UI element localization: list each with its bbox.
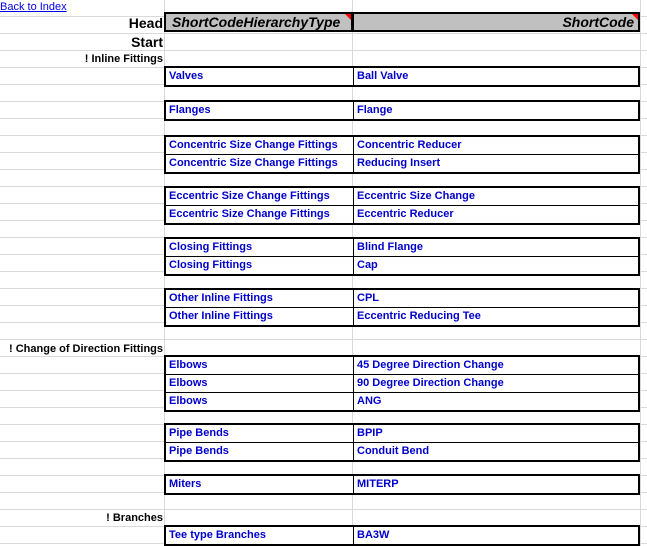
group-label-branches: ! Branches xyxy=(106,512,163,524)
table-row xyxy=(166,476,638,493)
fitting-block xyxy=(164,355,640,412)
cell-short-code[interactable]: ANG xyxy=(357,395,382,407)
group-label-change-of-direction: ! Change of Direction Fittings xyxy=(9,343,163,355)
fitting-block xyxy=(164,474,640,495)
cell-hierarchy-type[interactable]: Tee type Branches xyxy=(166,527,354,544)
back-to-index-link[interactable]: Back to Index xyxy=(0,1,67,13)
table-row xyxy=(166,239,638,256)
head-label: Head xyxy=(128,15,163,31)
fitting-block xyxy=(164,525,640,546)
grid-row-line xyxy=(0,339,647,340)
cell-short-code[interactable]: 90 Degree Direction Change xyxy=(357,377,504,389)
table-row xyxy=(166,425,638,442)
table-row xyxy=(166,137,638,154)
cell-hierarchy-type[interactable]: Eccentric Size Change Fittings xyxy=(166,206,354,223)
table-row xyxy=(166,154,638,172)
cell-hierarchy-type[interactable]: Elbows xyxy=(166,375,354,392)
cell-hierarchy-type[interactable]: Concentric Size Change Fittings xyxy=(166,137,354,154)
cell-short-code[interactable]: Blind Flange xyxy=(357,241,423,253)
table-row xyxy=(166,102,638,119)
cell-short-code[interactable]: MITERP xyxy=(357,478,399,490)
column-header-type[interactable] xyxy=(164,12,353,32)
cell-hierarchy-type[interactable]: Other Inline Fittings xyxy=(166,308,354,325)
cell-hierarchy-type[interactable]: Concentric Size Change Fittings xyxy=(166,155,354,172)
fitting-block xyxy=(164,100,640,121)
cell-short-code[interactable]: Flange xyxy=(357,104,393,116)
cell-short-code[interactable]: Cap xyxy=(357,259,378,271)
cell-hierarchy-type[interactable]: Closing Fittings xyxy=(166,257,354,274)
cell-hierarchy-type[interactable]: Miters xyxy=(166,476,354,493)
comment-indicator-icon xyxy=(345,14,351,20)
cell-hierarchy-type[interactable]: Other Inline Fittings xyxy=(166,290,354,307)
table-row xyxy=(166,442,638,460)
table-row xyxy=(166,290,638,307)
group-label-inline-fittings: ! Inline Fittings xyxy=(84,53,163,65)
start-label: Start xyxy=(131,34,163,50)
cell-hierarchy-type[interactable]: Pipe Bends xyxy=(166,425,354,442)
grid-column-line xyxy=(640,0,641,546)
cell-hierarchy-type[interactable]: Eccentric Size Change Fittings xyxy=(166,188,354,205)
cell-hierarchy-type[interactable]: Elbows xyxy=(166,393,354,410)
fitting-block xyxy=(164,135,640,174)
cell-short-code[interactable]: BPIP xyxy=(357,427,383,439)
column-header-code-label: ShortCode xyxy=(562,14,634,30)
table-row xyxy=(166,357,638,374)
comment-indicator-icon xyxy=(632,14,638,20)
column-header-code[interactable] xyxy=(352,12,640,32)
cell-short-code[interactable]: Ball Valve xyxy=(357,70,409,82)
cell-short-code[interactable]: Concentric Reducer xyxy=(357,139,462,151)
table-row xyxy=(166,205,638,223)
table-row xyxy=(166,527,638,544)
cell-short-code[interactable]: Conduit Bend xyxy=(357,445,430,457)
table-row xyxy=(166,68,638,85)
fitting-block xyxy=(164,288,640,327)
cell-short-code[interactable]: Eccentric Reducing Tee xyxy=(357,310,481,322)
column-header-type-label: ShortCodeHierarchyType xyxy=(172,14,341,30)
cell-short-code[interactable]: Eccentric Reducer xyxy=(357,208,454,220)
cell-short-code[interactable]: BA3W xyxy=(357,529,390,541)
table-row xyxy=(166,307,638,325)
cell-short-code[interactable]: Reducing Insert xyxy=(357,157,441,169)
fitting-block xyxy=(164,66,640,87)
cell-hierarchy-type[interactable]: Flanges xyxy=(166,102,354,119)
cell-hierarchy-type[interactable]: Valves xyxy=(166,68,354,85)
cell-hierarchy-type[interactable]: Pipe Bends xyxy=(166,443,354,460)
cell-short-code[interactable]: CPL xyxy=(357,292,379,304)
cell-short-code[interactable]: 45 Degree Direction Change xyxy=(357,359,504,371)
table-row xyxy=(166,188,638,205)
table-row xyxy=(166,392,638,410)
table-row xyxy=(166,256,638,274)
fitting-block xyxy=(164,423,640,462)
cell-hierarchy-type[interactable]: Elbows xyxy=(166,357,354,374)
table-row xyxy=(166,374,638,392)
fitting-block xyxy=(164,237,640,276)
fitting-block xyxy=(164,186,640,225)
cell-short-code[interactable]: Eccentric Size Change xyxy=(357,190,475,202)
cell-hierarchy-type[interactable]: Closing Fittings xyxy=(166,239,354,256)
